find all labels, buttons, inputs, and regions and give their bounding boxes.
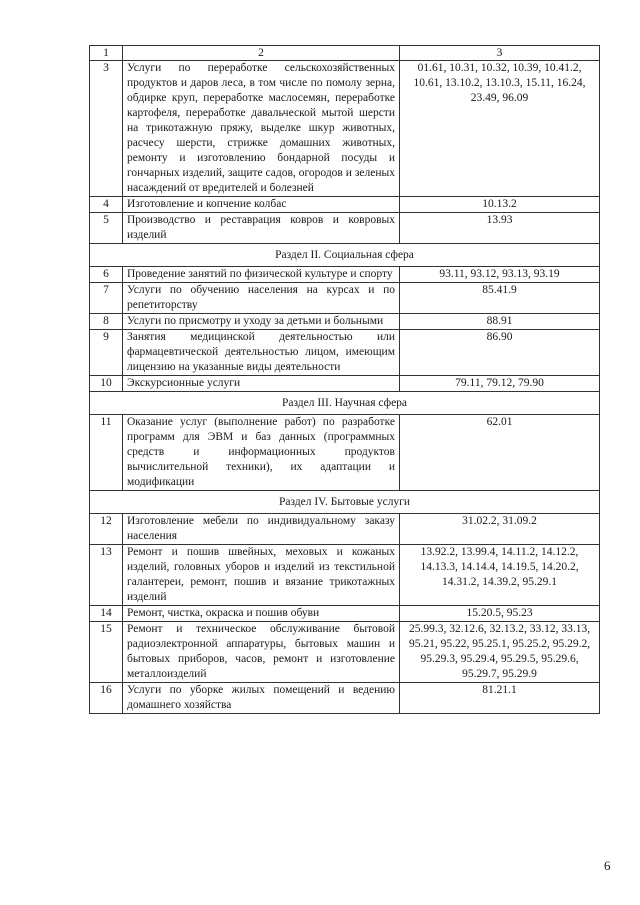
row-number: 4 bbox=[90, 197, 123, 213]
row-number: 15 bbox=[90, 622, 123, 683]
okved-codes: 86.90 bbox=[400, 330, 600, 376]
okved-codes: 85.41.9 bbox=[400, 283, 600, 314]
services-table-body bbox=[90, 46, 600, 714]
table-row bbox=[90, 622, 600, 683]
row-number: 10 bbox=[90, 376, 123, 392]
table-row bbox=[90, 267, 600, 283]
okved-codes: 15.20.5, 95.23 bbox=[400, 606, 600, 622]
row-number: 6 bbox=[90, 267, 123, 283]
table-row bbox=[90, 283, 600, 314]
okved-codes: 01.61, 10.31, 10.32, 10.39, 10.41.2, 10.61, 13.10.2, 13.10.3, 15.11, 16.24, 23.49, 96.09 bbox=[400, 61, 600, 197]
row-number: 9 bbox=[90, 330, 123, 376]
service-description: Экскурсионные услуги bbox=[123, 376, 400, 392]
header-col-1: 1 bbox=[90, 46, 123, 61]
service-description: Оказание услуг (выполнение работ) по разработке программ для ЭВМ и баз данных (программных средств и информационных продуктов вычислительной техники), их адаптации и модификации bbox=[123, 415, 400, 491]
row-number: 12 bbox=[90, 514, 123, 545]
service-description: Услуги по присмотру и уходу за детьми и больными bbox=[123, 314, 400, 330]
table-header-row bbox=[90, 46, 600, 61]
row-number: 11 bbox=[90, 415, 123, 491]
service-description: Изготовление мебели по индивидуальному заказу населения bbox=[123, 514, 400, 545]
table-row bbox=[90, 606, 600, 622]
services-table bbox=[89, 45, 600, 714]
table-row bbox=[90, 314, 600, 330]
header-col-2: 2 bbox=[123, 46, 400, 61]
service-description: Услуги по переработке сельскохозяйственных продуктов и даров леса, в том числе по помолу зерна, обдирке круп, переработке маслосемян, переработке картофеля, переработке давальческой мытой шерсти на трикотажную пряжу, выделке шкур животных, расчесу шерсти, стрижке домашних животных, ремонту и изготовлению бондарной посуды и гончарных изделий, защите садов, огородов и зеленых насаждений от вредителей и болезней bbox=[123, 61, 400, 197]
okved-codes: 79.11, 79.12, 79.90 bbox=[400, 376, 600, 392]
service-description: Услуги по уборке жилых помещений и ведению домашнего хозяйства bbox=[123, 683, 400, 714]
table-row bbox=[90, 330, 600, 376]
page-number: 6 bbox=[604, 858, 611, 873]
table-row bbox=[90, 61, 600, 197]
section-title: Раздел II. Социальная сфера bbox=[90, 244, 600, 267]
okved-codes: 10.13.2 bbox=[400, 197, 600, 213]
section-header-row bbox=[90, 491, 600, 514]
service-description: Ремонт, чистка, окраска и пошив обуви bbox=[123, 606, 400, 622]
row-number: 8 bbox=[90, 314, 123, 330]
table-row bbox=[90, 213, 600, 244]
row-number: 16 bbox=[90, 683, 123, 714]
service-description: Занятия медицинской деятельностью или фармацевтической деятельностью лицом, имеющим лицензию на указанные виды деятельности bbox=[123, 330, 400, 376]
service-description: Проведение занятий по физической культуре и спорту bbox=[123, 267, 400, 283]
okved-codes: 93.11, 93.12, 93.13, 93.19 bbox=[400, 267, 600, 283]
header-col-3: 3 bbox=[400, 46, 600, 61]
okved-codes: 62.01 bbox=[400, 415, 600, 491]
service-description: Ремонт и пошив швейных, меховых и кожаных изделий, головных уборов и изделий из текстильной галантереи, ремонт, пошив и вязание трикотажных изделий bbox=[123, 545, 400, 606]
table-row bbox=[90, 683, 600, 714]
okved-codes: 25.99.3, 32.12.6, 32.13.2, 33.12, 33.13, 95.21, 95.22, 95.25.1, 95.25.2, 95.29.2, 95.29.3, 95.29.4, 95.29.5, 95.29.6, 95.29.7, 95.29.9 bbox=[400, 622, 600, 683]
row-number: 13 bbox=[90, 545, 123, 606]
row-number: 3 bbox=[90, 61, 123, 197]
section-title: Раздел IV. Бытовые услуги bbox=[90, 491, 600, 514]
service-description: Ремонт и техническое обслуживание бытовой радиоэлектронной аппаратуры, бытовых машин и бытовых приборов, часов, ремонт и изготовление металлоизделий bbox=[123, 622, 400, 683]
service-description: Изготовление и копчение колбас bbox=[123, 197, 400, 213]
table-row bbox=[90, 376, 600, 392]
okved-codes: 13.93 bbox=[400, 213, 600, 244]
okved-codes: 88.91 bbox=[400, 314, 600, 330]
okved-codes: 81.21.1 bbox=[400, 683, 600, 714]
section-header-row bbox=[90, 244, 600, 267]
row-number: 14 bbox=[90, 606, 123, 622]
section-title: Раздел III. Научная сфера bbox=[90, 392, 600, 415]
section-header-row bbox=[90, 392, 600, 415]
row-number: 5 bbox=[90, 213, 123, 244]
table-row bbox=[90, 197, 600, 213]
okved-codes: 31.02.2, 31.09.2 bbox=[400, 514, 600, 545]
okved-codes: 13.92.2, 13.99.4, 14.11.2, 14.12.2, 14.13.3, 14.14.4, 14.19.5, 14.20.2, 14.31.2, 14.39.2, 95.29.1 bbox=[400, 545, 600, 606]
table-row bbox=[90, 415, 600, 491]
service-description: Производство и реставрация ковров и ковровых изделий bbox=[123, 213, 400, 244]
table-row bbox=[90, 514, 600, 545]
table-row bbox=[90, 545, 600, 606]
row-number: 7 bbox=[90, 283, 123, 314]
service-description: Услуги по обучению населения на курсах и по репетиторству bbox=[123, 283, 400, 314]
